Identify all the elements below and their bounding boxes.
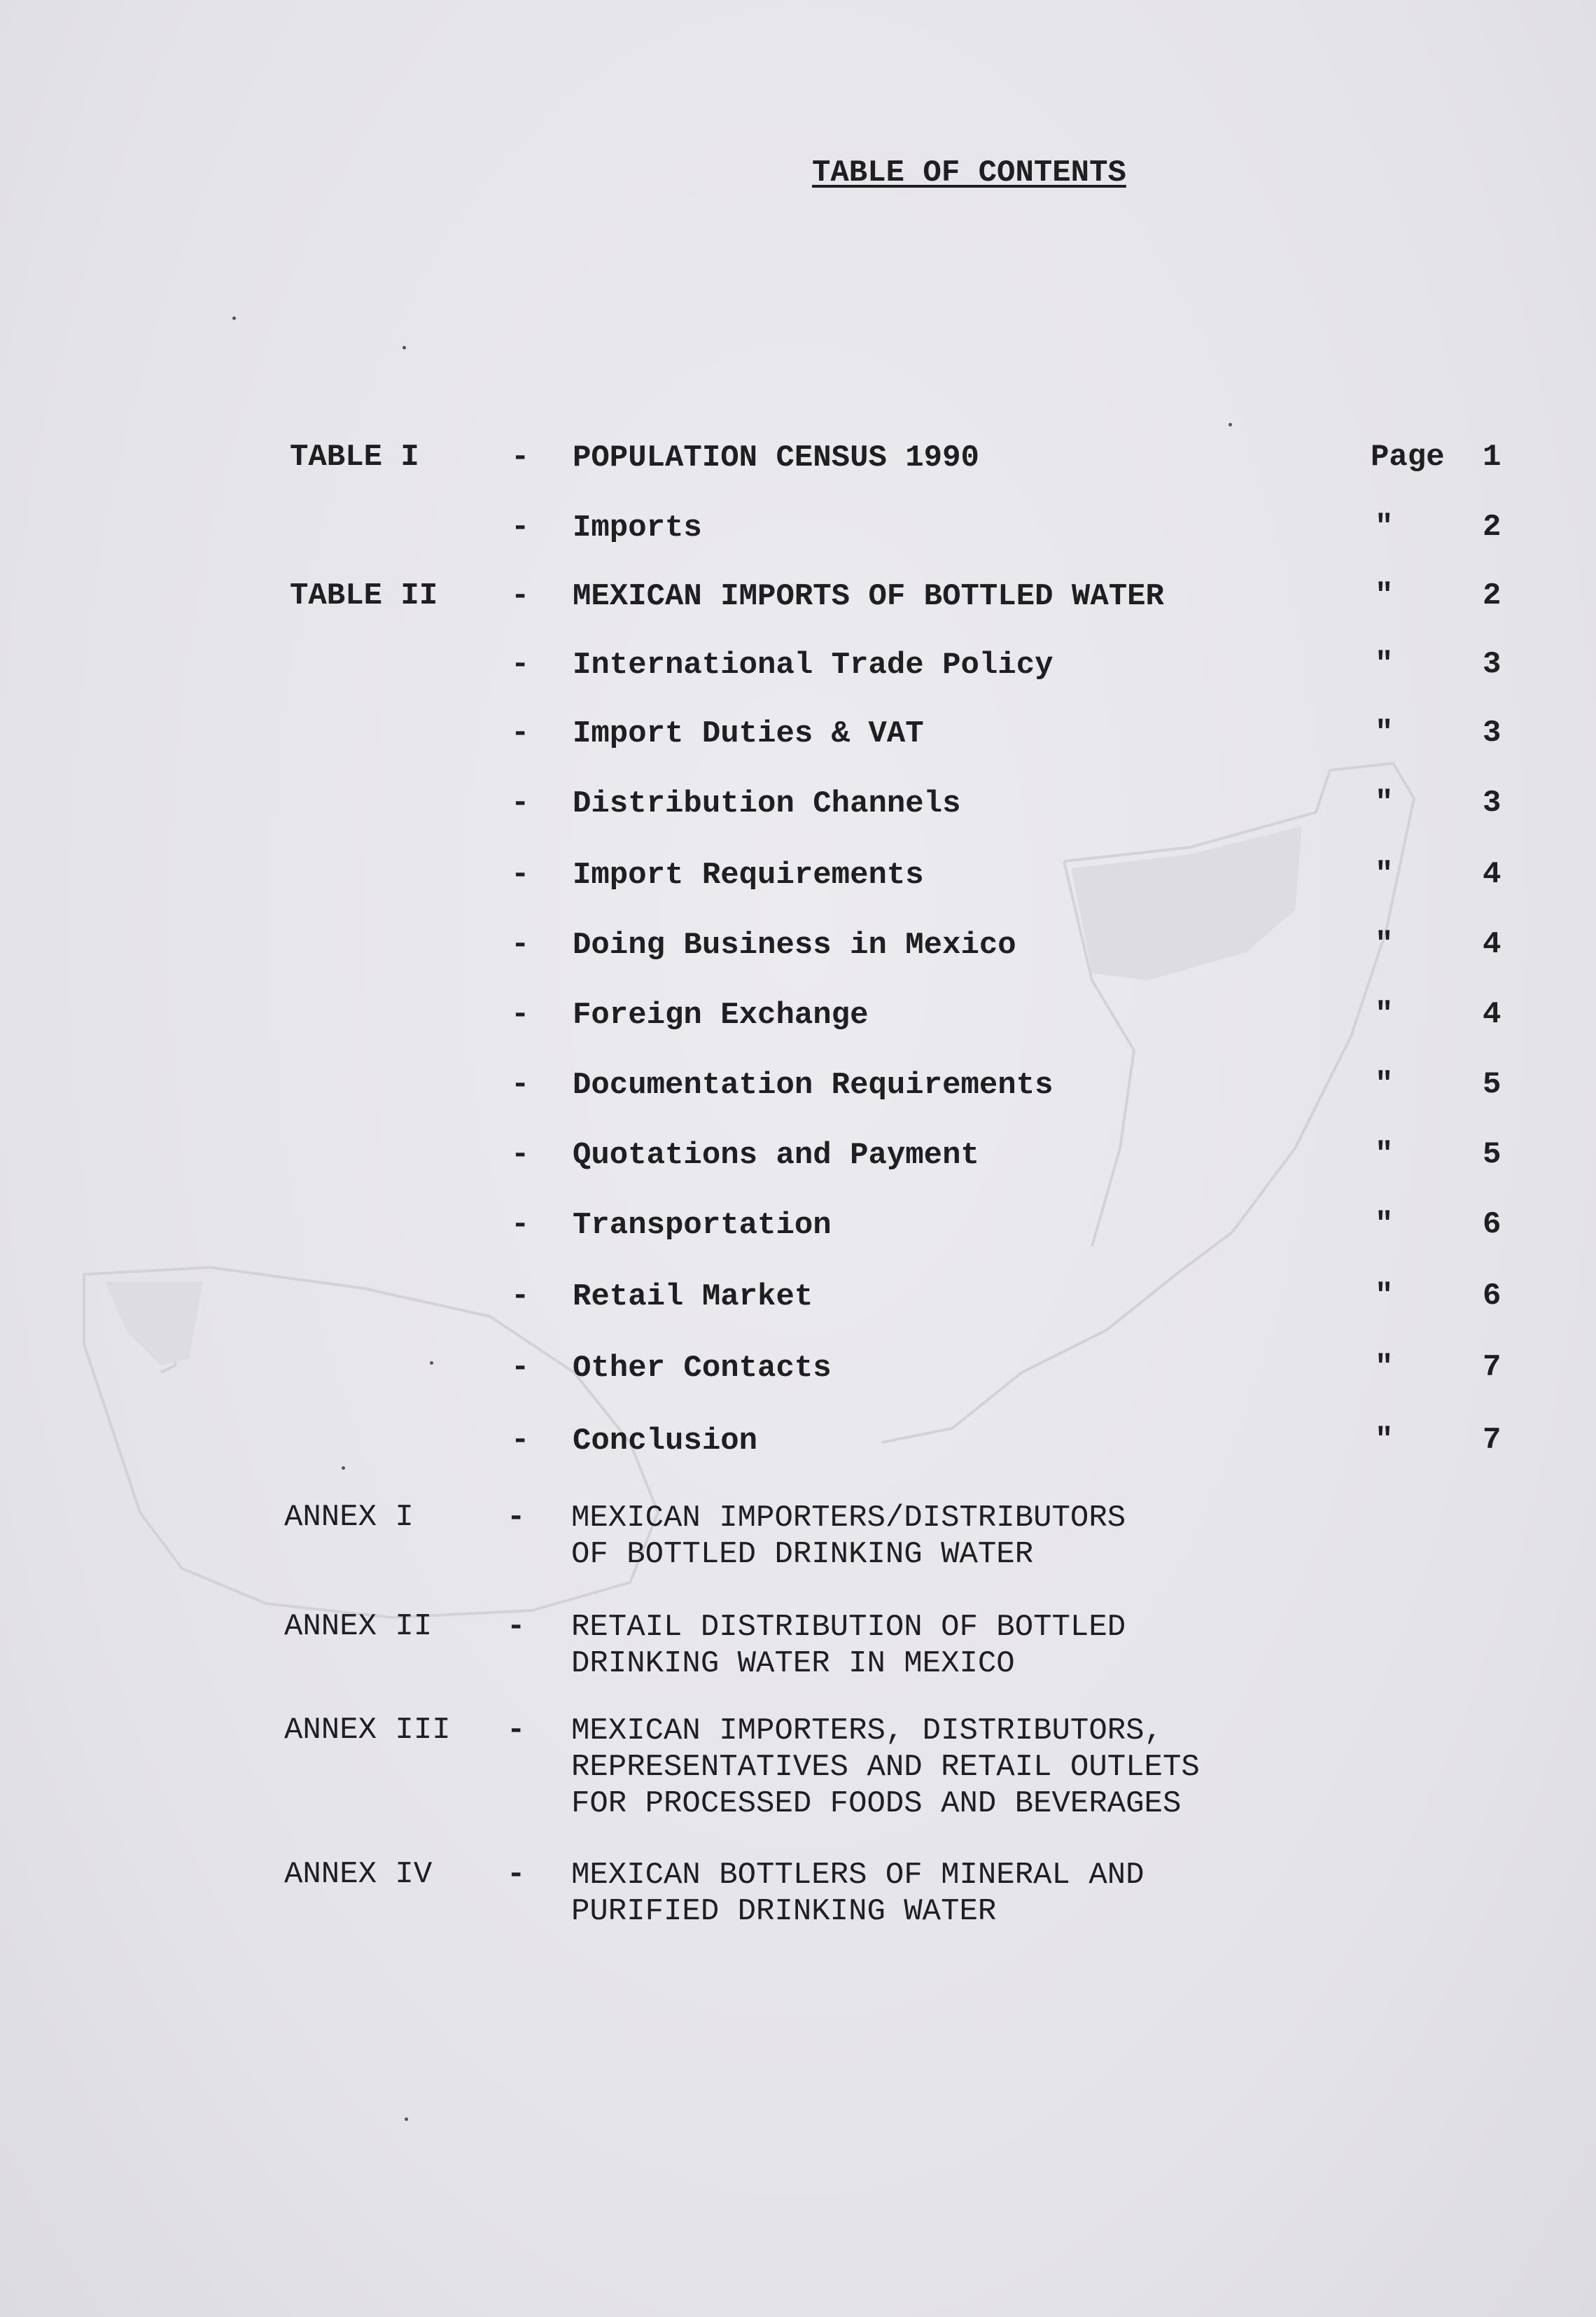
ditto-mark: " (1375, 510, 1394, 545)
toc-dash: - (511, 1067, 530, 1102)
ditto-mark: " (1375, 857, 1394, 892)
annex-text-line: DRINKING WATER IN MEXICO (571, 1646, 1015, 1681)
annex-text-line: MEXICAN BOTTLERS OF MINERAL AND (571, 1858, 1144, 1893)
annex-text (571, 1857, 1144, 1930)
page-number: 5 (1483, 1137, 1502, 1172)
toc-text: Import Duties & VAT (573, 716, 924, 751)
page-number: 7 (1483, 1350, 1502, 1385)
toc-dash: - (511, 1279, 530, 1314)
page-title: TABLE OF CONTENTS (812, 155, 1126, 190)
paper-speck (402, 346, 406, 349)
toc-dash: - (511, 1423, 530, 1458)
toc-dash: - (511, 1137, 530, 1172)
page-number: 6 (1483, 1207, 1502, 1242)
toc-dash: - (511, 857, 530, 892)
ditto-mark: " (1375, 716, 1394, 751)
toc-text: Quotations and Payment (573, 1138, 979, 1173)
toc-text: Transportation (573, 1208, 832, 1243)
annex-dash: - (507, 1500, 526, 1535)
annex-label: ANNEX III (284, 1713, 451, 1748)
toc-text: Conclusion (573, 1424, 758, 1459)
page-number: 4 (1483, 997, 1502, 1032)
annex-text-line: RETAIL DISTRIBUTION OF BOTTLED (571, 1610, 1126, 1645)
annex-label: ANNEX IV (284, 1857, 433, 1892)
toc-text: Import Requirements (573, 858, 924, 893)
toc-text: POPULATION CENSUS 1990 (573, 440, 979, 475)
toc-text: Foreign Exchange (573, 998, 869, 1033)
annex-text-line: MEXICAN IMPORTERS, DISTRIBUTORS, (571, 1713, 1163, 1748)
annex-text (571, 1500, 1126, 1573)
page-number: 3 (1483, 647, 1502, 682)
toc-dash: - (511, 716, 530, 751)
toc-text: Doing Business in Mexico (573, 928, 1016, 963)
ditto-mark: " (1375, 786, 1394, 821)
toc-dash: - (511, 440, 530, 475)
toc-dash: - (511, 647, 530, 682)
annex-text-line: OF BOTTLED DRINKING WATER (571, 1537, 1034, 1572)
page-number: 1 (1483, 440, 1502, 475)
annex-text-line: PURIFIED DRINKING WATER (571, 1894, 997, 1929)
paper-speck (430, 1361, 433, 1365)
toc-label: TABLE I (290, 440, 419, 475)
annex-text (571, 1713, 1200, 1822)
annex-dash: - (507, 1857, 526, 1892)
page-word: Page (1371, 440, 1445, 475)
ditto-mark: " (1375, 1137, 1394, 1172)
annex-label: ANNEX II (284, 1609, 433, 1644)
toc-text: International Trade Policy (573, 648, 1054, 683)
toc-dash: - (511, 1207, 530, 1242)
paper-speck (342, 1466, 345, 1470)
ditto-mark: " (1375, 927, 1394, 962)
annex-text-line: REPRESENTATIVES AND RETAIL OUTLETS (571, 1750, 1200, 1785)
toc-text: Distribution Channels (573, 786, 961, 821)
ditto-mark: " (1375, 578, 1394, 613)
ditto-mark: " (1375, 1279, 1394, 1314)
page-number: 7 (1483, 1423, 1502, 1458)
page-number: 3 (1483, 786, 1502, 821)
annex-text (571, 1609, 1126, 1682)
toc-text: MEXICAN IMPORTS OF BOTTLED WATER (573, 579, 1164, 614)
toc-text: Retail Market (573, 1279, 813, 1314)
annex-text-line: MEXICAN IMPORTERS/DISTRIBUTORS (571, 1501, 1126, 1536)
paper-speck (232, 316, 236, 320)
paper-speck (1228, 423, 1232, 426)
page-number: 6 (1483, 1279, 1502, 1314)
page-number: 5 (1483, 1067, 1502, 1102)
ditto-mark: " (1375, 997, 1394, 1032)
toc-text: Documentation Requirements (573, 1068, 1054, 1103)
toc-text: Imports (573, 510, 702, 545)
ditto-mark: " (1375, 1350, 1394, 1385)
page-number: 3 (1483, 716, 1502, 751)
annex-dash: - (507, 1713, 526, 1748)
page-number: 2 (1483, 578, 1502, 613)
annex-text-line: FOR PROCESSED FOODS AND BEVERAGES (571, 1786, 1182, 1821)
toc-dash: - (511, 578, 530, 613)
annex-dash: - (507, 1609, 526, 1644)
annex-label: ANNEX I (284, 1500, 414, 1535)
page-number: 2 (1483, 510, 1502, 545)
toc-text: Other Contacts (573, 1351, 832, 1386)
page-number: 4 (1483, 927, 1502, 962)
toc-label: TABLE II (290, 578, 438, 613)
ditto-mark: " (1375, 1207, 1394, 1242)
paper-speck (405, 2117, 408, 2121)
toc-dash: - (511, 997, 530, 1032)
ditto-mark: " (1375, 1067, 1394, 1102)
toc-dash: - (511, 786, 530, 821)
ditto-mark: " (1375, 647, 1394, 682)
toc-dash: - (511, 927, 530, 962)
ditto-mark: " (1375, 1423, 1394, 1458)
toc-dash: - (511, 1350, 530, 1385)
page-number: 4 (1483, 857, 1502, 892)
toc-dash: - (511, 510, 530, 545)
